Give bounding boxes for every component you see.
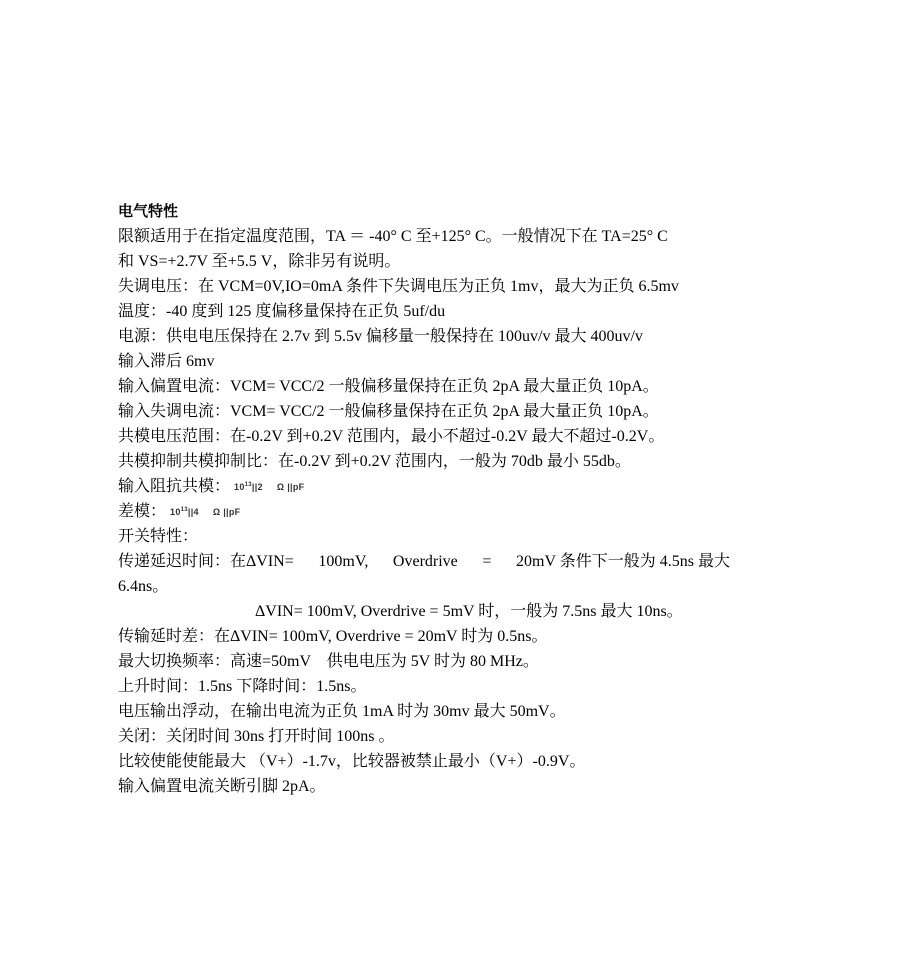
text-line-shutdown: 关闭：关闭时间 30ns 打开时间 100ns 。 [118,728,395,745]
propagation-delay-part-4: = [482,553,492,570]
propagation-delay-part-2: 100mV, [318,553,369,570]
text-line-propagation-delay [118,549,730,574]
propagation-delay-part-5: 20mV 条件下一般为 4.5ns 最大 [516,553,730,570]
impedance-differential-label: 差模： [118,503,167,521]
text-line-offset-voltage: 失调电压：在 VCM=0V,IO=0mA 条件下失调电压为正负 1mv，最大为正负 6.5mv [118,278,679,295]
text-line-input-offset-current: 输入失调电流：VCM= VCC/2 一般偏移量保持在正负 2pA 最大量正负 10pA。 [118,403,659,420]
text-line-max-toggle-frequency: 最大切换频率：高速=50mV 供电电压为 5V 时为 80 MHz。 [118,653,539,670]
propagation-delay-part-3: Overdrive [392,553,458,570]
text-line-propagation-skew: 传输延时差：在ΔVIN= 100mV, Overdrive = 20mV 时为 0.5ns。 [118,628,548,645]
text-line-propagation-delay-max: 6.4ns。 [118,578,169,595]
text-line-output-float: 电压输出浮动，在输出电流为正负 1mA 时为 30mv 最大 50mV。 [118,703,566,720]
text-line-input-impedance-differential [118,499,758,524]
text-line-propagation-delay-5mv: ΔVIN= 100mV, Overdrive = 5mV 时，一般为 7.5ns 最大 10ns。 [255,603,683,620]
text-line-shutdown-pin-bias: 输入偏置电流关断引脚 2pA。 [118,778,326,795]
text-line-temperature-range: 限额适用于在指定温度范围，TA ＝ -40° C 至+125° C。一般情况下在 TA=25° C [118,228,668,245]
document-body [118,199,758,799]
text-line-power-supply: 电源：供电电压保持在 2.7v 到 5.5v 偏移量一般保持在 100uv/v 最大 400uv/v [118,328,643,345]
text-line-cmrr: 共模抑制共模抑制比：在-0.2V 到+0.2V 范围内，一般为 70db 最小 55db。 [118,453,631,470]
text-line-common-mode-range: 共模电压范围：在-0.2V 到+0.2V 范围内，最小不超过-0.2V 最大不超过-0.2V。 [118,428,665,445]
text-line-temperature-drift: 温度：-40 度到 125 度偏移量保持在正负 5uf/du [118,303,446,320]
text-line-supply-range: 和 VS=+2.7V 至+5.5 V，除非另有说明。 [118,253,401,270]
text-line-rise-fall-time: 上升时间：1.5ns 下降时间：1.5ns。 [118,678,367,695]
propagation-delay-part-1: 传递延迟时间：在ΔVIN= [118,553,294,570]
text-line-enable-threshold: 比较使能使能最大 （V+）-1.7v，比较器被禁止最小（V+）-0.9V。 [118,753,586,770]
impedance-common-value: $10^{13}||2$ Ω ||pF [234,482,305,492]
section-title: 电气特性 [118,202,179,220]
text-line-input-impedance-common [118,474,758,499]
impedance-differential-value: $10^{13}||4$ Ω ||pF [170,507,241,517]
text-line-input-bias-current: 输入偏置电流：VCM= VCC/2 一般偏移量保持在正负 2pA 最大量正负 10pA。 [118,378,659,395]
text-line-switching-heading: 开关特性： [118,528,199,545]
impedance-common-label: 输入阻抗共模： [118,478,231,496]
text-line-input-hysteresis: 输入滞后 6mv [118,353,215,370]
